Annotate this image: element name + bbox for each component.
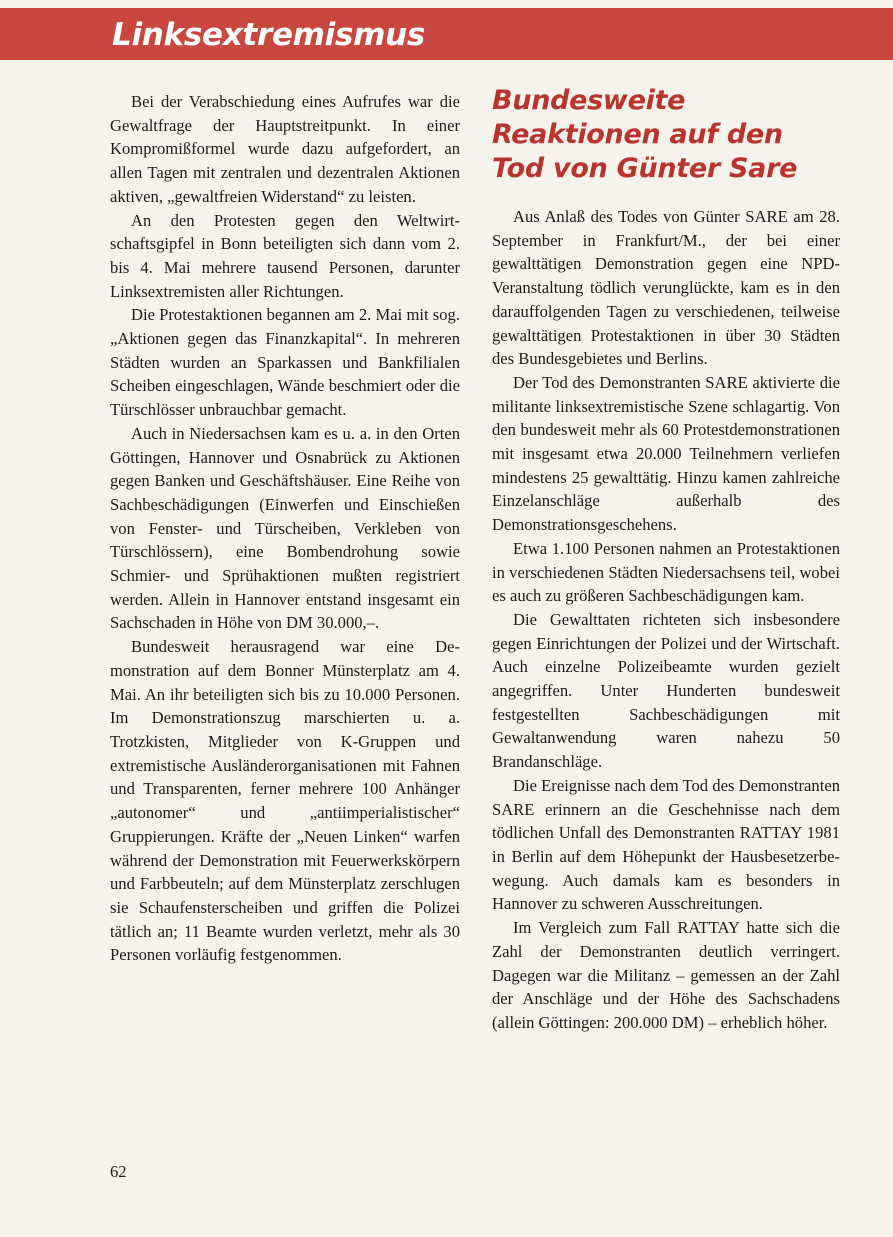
paragraph: Auch in Niedersachsen kam es u. a. in den Orten Göttingen, Hannover und Osnabrück zu Aktionen gegen Banken und Geschäftshäuser. Eine Reihe von Sachbeschädigungen (Einwerfen und Einschießen von Fenster- und Türscheiben, Verkleben von Türschlössern), eine Bombendrohung sowie Schmier- und Sprühaktionen mußten registriert werden. Allein in Hannover entstand insgesamt ein Sachschaden in Höhe von DM 30.000,–. [110, 423, 460, 633]
article-heading: Bundesweite Reaktionen auf den Tod von Günter Sare [492, 85, 798, 184]
section-header-banner [0, 8, 893, 60]
paragraph: Bei der Verabschiedung eines Aufrufes war die Gewaltfrage der Hauptstreitpunkt. In einer Kompromißformel wurde dazu aufgefordert, an allen Tagen mit zentralen und dezentralen Aktionen aktiven, „gewaltfreien Widerstand“ zu leisten. [110, 92, 460, 206]
paragraph: Die Protestaktionen begannen am 2. Mai mit sog. „Aktionen gegen das Finanzkapital“. In mehreren Städten wurden an Sparkassen und Bankfilialen Scheiben eingeschlagen, Wände beschmiert oder die Türschlösser unbrauchbar gemacht. [110, 305, 460, 420]
left-column [110, 90, 460, 967]
right-column [492, 84, 840, 1035]
section-title: Linksextremismus [112, 17, 426, 53]
paragraph: Bundesweit herausragend war eine Demonstration auf dem Bonner Münsterplatz am 4. Mai. An ihr beteiligten sich bis zu 10.000 Personen. Im Demonstrationszug marschierten u. a. Trotzkisten, Mitglieder von K-Gruppen und extremistische Ausländerorganisationen mit Fahnen und Transparenten, ferner mehrere 100 Anhänger „autonomer“ und „antiimperialistischer“ Gruppierungen. Kräfte der „Neuen Linken“ warfen während der Demonstration mit Feuerwerkskörpern und Farbbeuteln; auf dem Münsterplatz zerschlugen sie Schaufensterscheiben und griffen die Polizei tätlich an; 11 Beamte wurden verletzt, mehr als 30 Personen vorläufig festgenommen. [110, 637, 460, 965]
paragraph: Aus Anlaß des Todes von Günter SARE am 28. September in Frankfurt/M., der bei einer gewalttätigen Demonstration gegen eine NPD-Veranstaltung tödlich verunglückte, kam es in den darauffolgenden Tagen zu verschiedenen, teilweise gewalttätigen Protestaktionen in über 30 Städten des Bundesgebietes und Berlins. [492, 207, 840, 369]
paragraph: Etwa 1.100 Personen nahmen an Protestaktionen in verschiedenen Städten Niedersachsens teil, wobei es auch zu größeren Sachbeschädigungen kam. [492, 538, 840, 606]
paragraph: Die Ereignisse nach dem Tod des Demonstranten SARE erinnern an die Geschehnisse nach dem tödlichen Unfall des Demonstranten RATTAY 1981 in Berlin auf dem Höhepunkt der Hausbesetzerbewegung. Auch damals kam es besonders in Hannover zu schweren Ausschreitungen. [492, 775, 840, 914]
paragraph: Der Tod des Demonstranten SARE aktivierte die militante linksextremistische Szene schlagartig. Von den bundesweit mehr als 60 Protestdemonstrationen mit insgesamt etwa 20.000 Teilnehmern verliefen mindestens 25 gewalttätig. Hinzu kamen zahlreiche Einzelanschläge außerhalb des Demonstrationsgeschehens. [492, 372, 840, 535]
paragraph: Die Gewalttaten richteten sich insbesondere gegen Einrichtungen der Polizei und der Wirtschaft. Auch einzelne Polizeibeamte wurden gezielt angegriffen. Unter Hunderten bundesweit festgestellten Sachbeschädigungen mit Gewaltanwendung waren nahezu 50 Brandanschläge. [492, 609, 840, 772]
paragraph: Im Vergleich zum Fall RATTAY hatte sich die Zahl der Demonstranten deutlich verringert. Dagegen war die Militanz – gemessen an der Zahl der Anschläge und der Höhe des Sachschadens (allein Göttingen: 200.000 DM) – erheblich höher. [492, 918, 840, 1032]
page-number: 62 [110, 1162, 127, 1181]
paragraph: An den Protesten gegen den Weltwirtschaftsgipfel in Bonn beteiligten sich dann vom 2. bis 4. Mai mehrere tausend Personen, darunter Linksextremisten aller Richtungen. [110, 210, 460, 301]
